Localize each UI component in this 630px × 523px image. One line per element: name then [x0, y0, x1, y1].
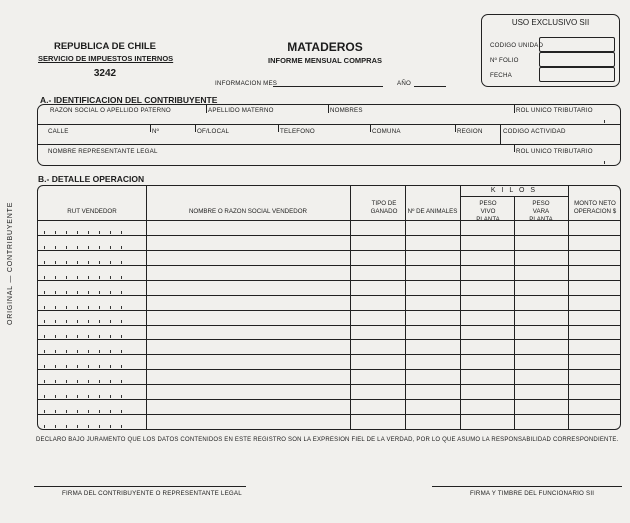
rut-digit-tick — [121, 261, 122, 264]
calle-label: CALLE — [48, 128, 69, 135]
rut-digit-tick — [66, 320, 67, 323]
rut-digit-tick — [55, 306, 56, 309]
rut-digit-tick — [66, 306, 67, 309]
rut-digit-tick — [77, 320, 78, 323]
side-copy-label: ORIGINAL — CONTRIBUYENTE — [7, 201, 14, 325]
rut-digit-tick — [44, 425, 45, 428]
rut-digit-tick — [44, 291, 45, 294]
rut-digit-tick — [55, 395, 56, 398]
rut-digit-tick — [121, 365, 122, 368]
row2-sep-5 — [455, 124, 456, 132]
rut-digit-tick — [121, 306, 122, 309]
rut-digit-tick — [88, 350, 89, 353]
rut-digit-tick — [55, 320, 56, 323]
rut-digit-tick — [44, 231, 45, 234]
form-title: MATADEROS — [287, 40, 363, 54]
rut-digit-tick — [99, 365, 100, 368]
rut-digit-tick — [77, 276, 78, 279]
rut-digit-tick — [44, 276, 45, 279]
rut-digit-tick — [121, 291, 122, 294]
form-subtitle: INFORME MENSUAL COMPRAS — [267, 56, 383, 65]
rut-digit-tick — [99, 425, 100, 428]
rut-digit-tick — [88, 276, 89, 279]
info-month-label: INFORMACION MES — [215, 80, 278, 87]
row3-sep-1 — [514, 144, 515, 152]
rut-digit-tick — [44, 246, 45, 249]
rut-digit-tick — [55, 350, 56, 353]
rut-digit-tick — [121, 231, 122, 234]
rut-digit-tick — [66, 395, 67, 398]
header-service: SERVICIO DE IMPUESTOS INTERNOS — [38, 54, 174, 63]
kilos-underline — [460, 196, 568, 197]
year-label: AÑO — [397, 80, 412, 87]
col-header-rut: RUT VENDEDOR — [67, 208, 117, 215]
rut-digit-tick — [66, 365, 67, 368]
rut-digit-tick — [88, 410, 89, 413]
telefono-label: TELEFONO — [280, 128, 315, 135]
rut-digit-tick — [77, 246, 78, 249]
rut-digit-tick — [99, 410, 100, 413]
sii-date-label: FECHA — [490, 72, 512, 79]
numero-label: Nº — [152, 128, 160, 135]
rut-digit-tick — [44, 365, 45, 368]
razon-social-label: RAZON SOCIAL O APELLIDO PATERNO — [50, 107, 171, 114]
rut-digit-tick — [99, 320, 100, 323]
rut-digit-tick — [66, 425, 67, 428]
table-row[interactable] — [38, 354, 620, 369]
rut-digit-tick — [55, 261, 56, 264]
official-signature-line[interactable] — [432, 486, 622, 487]
rut-digit-tick — [66, 380, 67, 383]
section-b-title: B.- DETALLE OPERACION — [38, 174, 145, 184]
row1-sep-2 — [328, 105, 329, 113]
table-row[interactable] — [38, 414, 620, 429]
table-row[interactable] — [38, 235, 620, 250]
table-row[interactable] — [38, 339, 620, 354]
rut-digit-tick — [77, 380, 78, 383]
detail-rows — [38, 220, 620, 429]
rut-digit-tick — [77, 365, 78, 368]
table-row[interactable] — [38, 369, 620, 384]
sii-code-field[interactable] — [539, 37, 615, 52]
rut-digit-tick — [88, 261, 89, 264]
rut-digit-tick — [55, 231, 56, 234]
rut-digit-tick — [110, 350, 111, 353]
row2-sep-2 — [195, 124, 196, 132]
rut-digit-tick — [110, 335, 111, 338]
rut-representante-label: ROL UNICO TRIBUTARIO — [516, 148, 593, 155]
sii-folio-label: Nº FOLIO — [490, 57, 519, 64]
sii-exclusive-box — [481, 14, 620, 87]
rut-digit-tick — [110, 276, 111, 279]
section-a-divider-1 — [38, 124, 620, 125]
rut-digit-tick — [121, 350, 122, 353]
rut-digit-tick — [44, 350, 45, 353]
section-a-box — [37, 104, 621, 166]
declaration-text: DECLARO BAJO JURAMENTO QUE LOS DATOS CONTENIDOS EN ESTE REGISTRO SON LA EXPRESION FIEL DE LA VERDAD, POR LO QUE ASUMO LA RESPONSABILIDAD CORRESPONDIENTE. — [36, 437, 619, 443]
rut-digit-tick — [88, 365, 89, 368]
taxpayer-signature-label: FIRMA DEL CONTRIBUYENTE O REPRESENTANTE LEGAL — [62, 490, 242, 497]
rut-digit-tick — [55, 335, 56, 338]
rut-digit-tick — [77, 231, 78, 234]
rut-digit-tick — [110, 380, 111, 383]
rut-digit-tick — [110, 395, 111, 398]
sii-folio-field[interactable] — [539, 52, 615, 67]
rut-digit-tick — [55, 425, 56, 428]
rut-digit-tick — [66, 246, 67, 249]
rut-digit-tick — [77, 395, 78, 398]
rut-digit-tick — [77, 350, 78, 353]
sii-box-title: USO EXCLUSIVO SII — [511, 18, 590, 27]
representante-label: NOMBRE REPRESENTANTE LEGAL — [48, 148, 158, 155]
section-a-divider-2 — [38, 144, 620, 145]
rut-digit-tick — [44, 261, 45, 264]
sii-code-label: CODIGO UNIDAD — [490, 42, 544, 49]
comuna-label: COMUNA — [372, 128, 401, 135]
rut-digit-tick — [99, 395, 100, 398]
rut-digit-tick — [99, 380, 100, 383]
rut-digit-tick — [44, 410, 45, 413]
rut-digit-tick — [99, 291, 100, 294]
rut-tick — [604, 120, 605, 123]
rut-digit-tick — [99, 261, 100, 264]
row2-sep-6 — [500, 124, 501, 144]
rut-digit-tick — [88, 335, 89, 338]
rut-digit-tick — [110, 410, 111, 413]
rut-digit-tick — [55, 380, 56, 383]
rut-digit-tick — [66, 261, 67, 264]
rut-digit-tick — [121, 410, 122, 413]
rut-digit-tick — [55, 291, 56, 294]
official-signature-label: FIRMA Y TIMBRE DEL FUNCIONARIO SII — [470, 490, 595, 497]
row1-sep-3 — [514, 105, 515, 113]
rut-digit-tick — [121, 276, 122, 279]
rut-digit-tick — [99, 306, 100, 309]
rut-digit-tick — [77, 261, 78, 264]
table-row[interactable] — [38, 399, 620, 414]
rut-digit-tick — [88, 320, 89, 323]
rut-digit-tick — [44, 320, 45, 323]
col-header-animales: Nº DE ANIMALES — [407, 208, 458, 215]
rut-digit-tick — [110, 306, 111, 309]
rut-digit-tick — [66, 350, 67, 353]
rut-digit-tick — [66, 335, 67, 338]
taxpayer-signature-line[interactable] — [34, 486, 246, 487]
row2-sep-4 — [370, 124, 371, 132]
rut-digit-tick — [121, 395, 122, 398]
rut-digit-tick — [88, 395, 89, 398]
rut-digit-tick — [121, 380, 122, 383]
rut-digit-tick — [110, 291, 111, 294]
rut-digit-tick — [44, 395, 45, 398]
table-row[interactable] — [38, 310, 620, 325]
rut-digit-tick — [99, 276, 100, 279]
rut-digit-tick — [44, 335, 45, 338]
rut-label: ROL UNICO TRIBUTARIO — [516, 107, 593, 114]
col-header-nombre: NOMBRE O RAZON SOCIAL VENDEDOR — [188, 208, 308, 215]
rut-digit-tick — [99, 335, 100, 338]
rut-digit-tick — [110, 246, 111, 249]
rut-digit-tick — [77, 291, 78, 294]
rut-digit-tick — [55, 276, 56, 279]
rut-rep-tick — [604, 161, 605, 164]
rut-digit-tick — [66, 231, 67, 234]
table-row[interactable] — [38, 220, 620, 235]
table-row[interactable] — [38, 325, 620, 340]
info-month-field[interactable] — [273, 86, 383, 87]
codigo-actividad-label: CODIGO ACTIVIDAD — [503, 128, 566, 135]
rut-digit-tick — [77, 306, 78, 309]
rut-digit-tick — [88, 380, 89, 383]
rut-digit-tick — [66, 276, 67, 279]
table-row[interactable] — [38, 384, 620, 399]
rut-digit-tick — [121, 320, 122, 323]
oficina-label: OF/LOCAL — [197, 128, 230, 135]
form-code: 3242 — [93, 68, 117, 79]
rut-digit-tick — [99, 350, 100, 353]
rut-digit-tick — [110, 231, 111, 234]
rut-digit-tick — [99, 246, 100, 249]
kilos-group-header: K I L O S — [490, 187, 538, 194]
rut-digit-tick — [55, 365, 56, 368]
rut-digit-tick — [88, 291, 89, 294]
rut-digit-tick — [88, 425, 89, 428]
rut-digit-tick — [121, 335, 122, 338]
col-header-peso-vivo: PESO VIVO PLANTA — [476, 200, 500, 223]
section-a-title: A.- IDENTIFICACION DEL CONTRIBUYENTE — [40, 95, 218, 105]
year-field[interactable] — [414, 86, 446, 87]
rut-digit-tick — [77, 425, 78, 428]
row1-sep-1 — [206, 105, 207, 113]
rut-digit-tick — [121, 246, 122, 249]
rut-digit-tick — [55, 246, 56, 249]
rut-digit-tick — [66, 291, 67, 294]
rut-digit-tick — [77, 410, 78, 413]
rut-digit-tick — [121, 425, 122, 428]
row2-sep-3 — [278, 124, 279, 132]
header-republic: REPUBLICA DE CHILE — [53, 41, 157, 52]
rut-digit-tick — [110, 320, 111, 323]
rut-digit-tick — [44, 380, 45, 383]
table-row[interactable] — [38, 250, 620, 265]
rut-digit-tick — [66, 410, 67, 413]
col-header-monto: MONTO NETO OPERACION $ — [573, 200, 617, 215]
row2-sep-1 — [150, 124, 151, 132]
table-row[interactable] — [38, 280, 620, 295]
nombres-label: NOMBRES — [330, 107, 363, 114]
col-header-peso-vara: PESO VARA PLANTA — [529, 200, 553, 223]
rut-digit-tick — [44, 306, 45, 309]
table-row[interactable] — [38, 265, 620, 280]
rut-digit-tick — [110, 425, 111, 428]
table-row[interactable] — [38, 295, 620, 310]
rut-digit-tick — [88, 306, 89, 309]
rut-digit-tick — [99, 231, 100, 234]
rut-digit-tick — [88, 246, 89, 249]
rut-digit-tick — [110, 365, 111, 368]
region-label: REGION — [457, 128, 483, 135]
col-header-tipo: TIPO DE GANADO — [370, 200, 398, 215]
rut-digit-tick — [77, 335, 78, 338]
rut-digit-tick — [55, 410, 56, 413]
apellido-materno-label: APELLIDO MATERNO — [208, 107, 274, 114]
rut-digit-tick — [110, 261, 111, 264]
detail-table — [37, 185, 621, 430]
rut-digit-tick — [88, 231, 89, 234]
sii-date-field[interactable] — [539, 67, 615, 82]
